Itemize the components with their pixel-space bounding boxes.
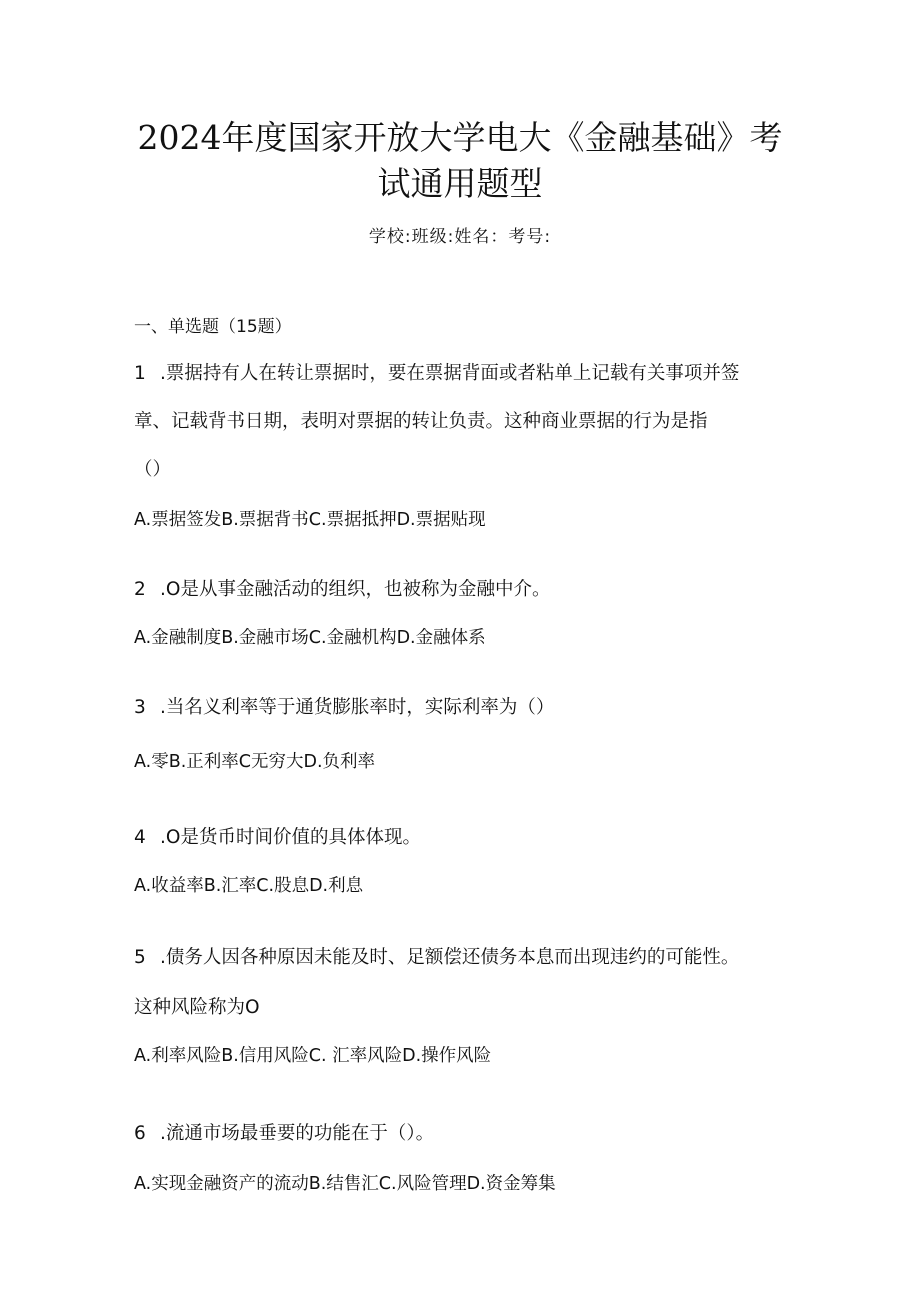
question-5-number: 5: [134, 947, 146, 968]
question-3-line-1: [134, 694, 554, 722]
section-heading-single-choice: 一、单选题（15题）: [134, 317, 292, 337]
question-6-options: A.实现金融资产的流动B.结售汇C.风险管理D.资金筹集: [134, 1174, 556, 1194]
question-6-text-1: .流通市场最垂要的功能在于（）。: [160, 1123, 435, 1144]
question-5-text-1: .债务人因各种原因未能及时、足额偿还债务本息而出现违约的可能性。: [160, 947, 740, 968]
question-1-text-1: .票据持有人在转让票据时，要在票据背面或者粘单上记载有关事项并签: [160, 363, 740, 384]
document-title-line-2: 试通用题型: [377, 164, 543, 203]
question-3-text-1: .当名义利率等于通货膨胀率时，实际利率为（）: [160, 697, 555, 718]
question-4-text-1: .O是货币时间价值的具体体现。: [160, 827, 421, 848]
question-1-options: A.票据签发B.票据背书C.票据抵押D.票据贴现: [134, 510, 486, 530]
question-1-text-3: （）: [134, 459, 172, 480]
question-2-text-1: .O是从事金融活动的组织，也被称为金融中介。: [160, 579, 551, 600]
question-1-text-2: 章、记载背书日期，表明对票据的转让负责。这种商业票据的行为是指: [134, 411, 708, 432]
document-title-line-1: 2024年度国家开放大学电大《金融基础》考: [137, 118, 783, 157]
question-2-options: A.金融制度B.金融市场C.金融机构D.金融体系: [134, 628, 486, 648]
question-4-line-1: [134, 824, 421, 852]
question-4-options: A.收益率B.汇率C.股息D.利息: [134, 876, 364, 896]
question-2-line-1: [134, 576, 550, 604]
question-3-number: 3: [134, 697, 146, 718]
question-5-options: A.利率风险B.信用风险C. 汇率风险D.操作风险: [134, 1046, 492, 1066]
question-1-line-1: [134, 360, 739, 388]
question-5-text-2: 这种风险称为O: [134, 997, 260, 1018]
question-5-line-1: [134, 944, 739, 972]
question-6-number: 6: [134, 1123, 146, 1144]
question-1-number: 1: [134, 363, 146, 384]
question-6-line-1: [134, 1120, 434, 1148]
question-4-number: 4: [134, 827, 146, 848]
student-info-line: 学校:班级:姓名：考号:: [368, 227, 552, 247]
question-2-number: 2: [134, 579, 146, 600]
question-3-options: A.零B.正利率C无穷大D.负利率: [134, 752, 376, 772]
